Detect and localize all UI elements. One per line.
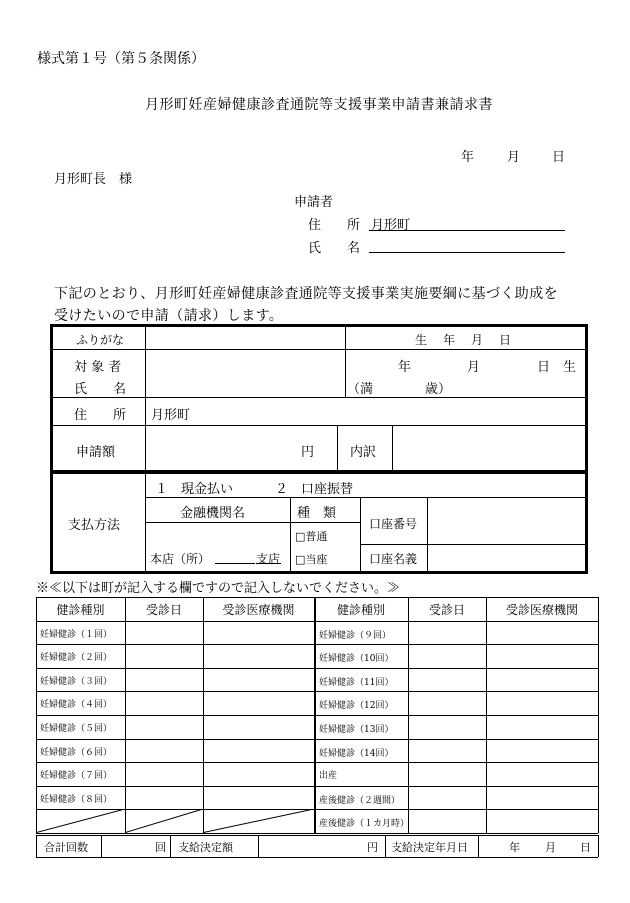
table-row-label: 妊婦健診（13回） [319,725,394,735]
decision-amount-label: 支給決定額 [178,841,233,854]
table-column-line [408,597,409,833]
table-row-label: 妊婦健診（７回） [40,771,113,782]
row-divider [52,349,586,350]
bank-name-label: 金融機関名 [180,506,246,521]
table-row-line [36,739,598,740]
table-row-line [36,715,598,716]
furigana-label: ふりがな [76,333,125,347]
birth-month-label: 月 [467,360,481,375]
addressee: 月形町長 様 [54,172,133,187]
applicant-name-field[interactable] [369,252,565,253]
decision-date-label: 支給決定年月日 [391,841,468,854]
applicant-address-line [369,230,565,231]
document-title: 月形町妊産婦健康診査通院等支援事業申請書兼請求書 [145,97,493,113]
table-row-line [36,762,598,763]
date-month-label: 月 [507,150,521,165]
table-header-cell: 受診医療機関 [222,603,295,617]
table-column-line [125,597,126,833]
label-column-divider [145,326,146,472]
table-row-label: 妊婦健診（３回） [40,676,113,687]
footer-column-line [598,835,599,857]
footer-column-line [170,835,171,857]
table-row-label: 妊婦健診（４回） [40,700,113,711]
table-row-label: 妊婦健診（５回） [40,724,113,734]
office-use-note: ※≪以下は町が記入する欄ですので記入しないでください。≫ [36,581,401,596]
table-row-label: 妊婦健診（９回） [319,630,392,641]
account-value-divider [427,497,428,572]
strike-line [36,809,125,833]
applicant-label: 申請者 [294,195,334,210]
table-row-line [36,786,598,787]
birth-day-label: 日 生 [537,360,577,375]
amount-divider [337,425,338,472]
account-kind-label: 種 類 [297,506,337,521]
branch-main-label: 本店（所） [150,552,211,566]
day-label: 日 [580,841,591,854]
age-close: 歳） [425,382,452,397]
table-row-label: 妊婦健診（10回） [319,654,394,665]
subject-address-value[interactable]: 月形町 [151,408,191,423]
table-column-line [314,597,316,833]
table-row-label: 妊婦健診（２回） [40,653,113,664]
branch-suffix-underline [256,563,281,564]
age-open: （満 [347,382,374,397]
kind-current-checkbox[interactable]: □当座 [295,553,328,566]
kind-normal-checkbox[interactable]: □普通 [295,530,328,543]
yen-label: 円 [367,841,378,854]
table-header-cell: 受診医療機関 [505,603,578,617]
row-divider [360,544,586,545]
year-label: 年 [509,841,520,854]
birthdate-header: 生 年 月 日 [415,333,514,347]
table-column-line [36,597,37,833]
row-divider [290,522,360,523]
branch-name-field[interactable] [215,563,255,564]
table-header-cell: 健診種別 [56,603,105,617]
bank-kind-divider [290,497,291,572]
table-column-line [486,597,487,833]
subject-label-1: 対 象 者 [74,360,122,375]
breakdown-label: 内訳 [350,445,377,460]
form-number: 様式第１号（第５条関係） [37,51,205,67]
table-header-cell: 受診日 [428,603,465,617]
table-row-label: 妊婦健診（12回） [319,701,394,712]
amount-label: 申請額 [76,445,116,460]
table-row-label: 産後健診（１カ月時） [319,819,410,830]
table-row-label: 妊婦健診（６回） [40,747,113,758]
breakdown-divider [392,425,393,472]
footer-column-line [385,835,386,857]
applicant-address-value[interactable]: 月形町 [371,218,411,233]
table-row-line [36,833,598,834]
applicant-address-label: 住 所 [308,218,361,233]
footer-column-line [36,835,37,857]
table-column-line [203,597,204,833]
birth-year-label: 年 [398,360,412,375]
table-row-line [36,691,598,692]
amount-yen: 円 [301,445,315,460]
times-label: 回 [155,841,166,854]
account-number-label: 口座番号 [369,517,418,531]
footer-top-border [36,835,598,836]
pay-option-cash[interactable]: １ 現金払い [155,482,234,497]
subject-label-2: 氏 名 [74,382,127,397]
table-row-label: 妊婦健診（８回） [40,794,113,805]
row-divider [52,425,586,426]
table-row-label: 出産 [319,771,338,782]
blank-cells-strike [36,809,314,833]
strike-line [203,809,314,833]
intro-line-1: 下記のとおり、月形町妊産婦健康診査通院等支援事業実施要綱に基づく助成を [54,286,558,302]
total-count-label: 合計回数 [44,841,88,854]
kind-account-divider [360,497,361,572]
table-header-cell: 受診日 [145,603,182,617]
birth-column-divider [345,326,346,397]
row-divider [145,522,290,523]
table-row-line [36,668,598,669]
table-row-label: 産後健診（２週間） [319,795,401,806]
table-column-line [598,597,599,833]
table-row-line [36,644,598,645]
branch-suffix: 支店 [256,552,281,566]
row-divider [52,397,586,398]
footer-column-line [258,835,259,857]
table-row-line [36,621,598,622]
subject-address-label: 住 所 [74,408,127,423]
table-row-label: 妊婦健診（１回） [40,629,113,640]
footer-column-line [478,835,479,857]
strike-line [125,809,203,833]
table-row-label: 妊婦健診（14回） [319,748,394,759]
table-header-cell: 健診種別 [336,603,385,617]
payment-label: 支払方法 [68,518,121,533]
pay-option-transfer[interactable]: ２ 口座振替 [275,482,354,497]
intro-line-2: 受けたいので申請（請求）します。 [54,308,284,324]
table-row-label: 妊婦健診（11回） [319,677,394,688]
date-day-label: 日 [552,150,566,165]
table-top-border [36,597,598,598]
footer-bottom-border [36,857,598,858]
account-holder-label: 口座名義 [369,552,418,566]
applicant-name-label: 氏 名 [308,241,361,256]
month-label: 月 [545,841,556,854]
footer-column-line [101,835,102,857]
row-divider [145,497,586,498]
date-year-label: 年 [461,150,475,165]
